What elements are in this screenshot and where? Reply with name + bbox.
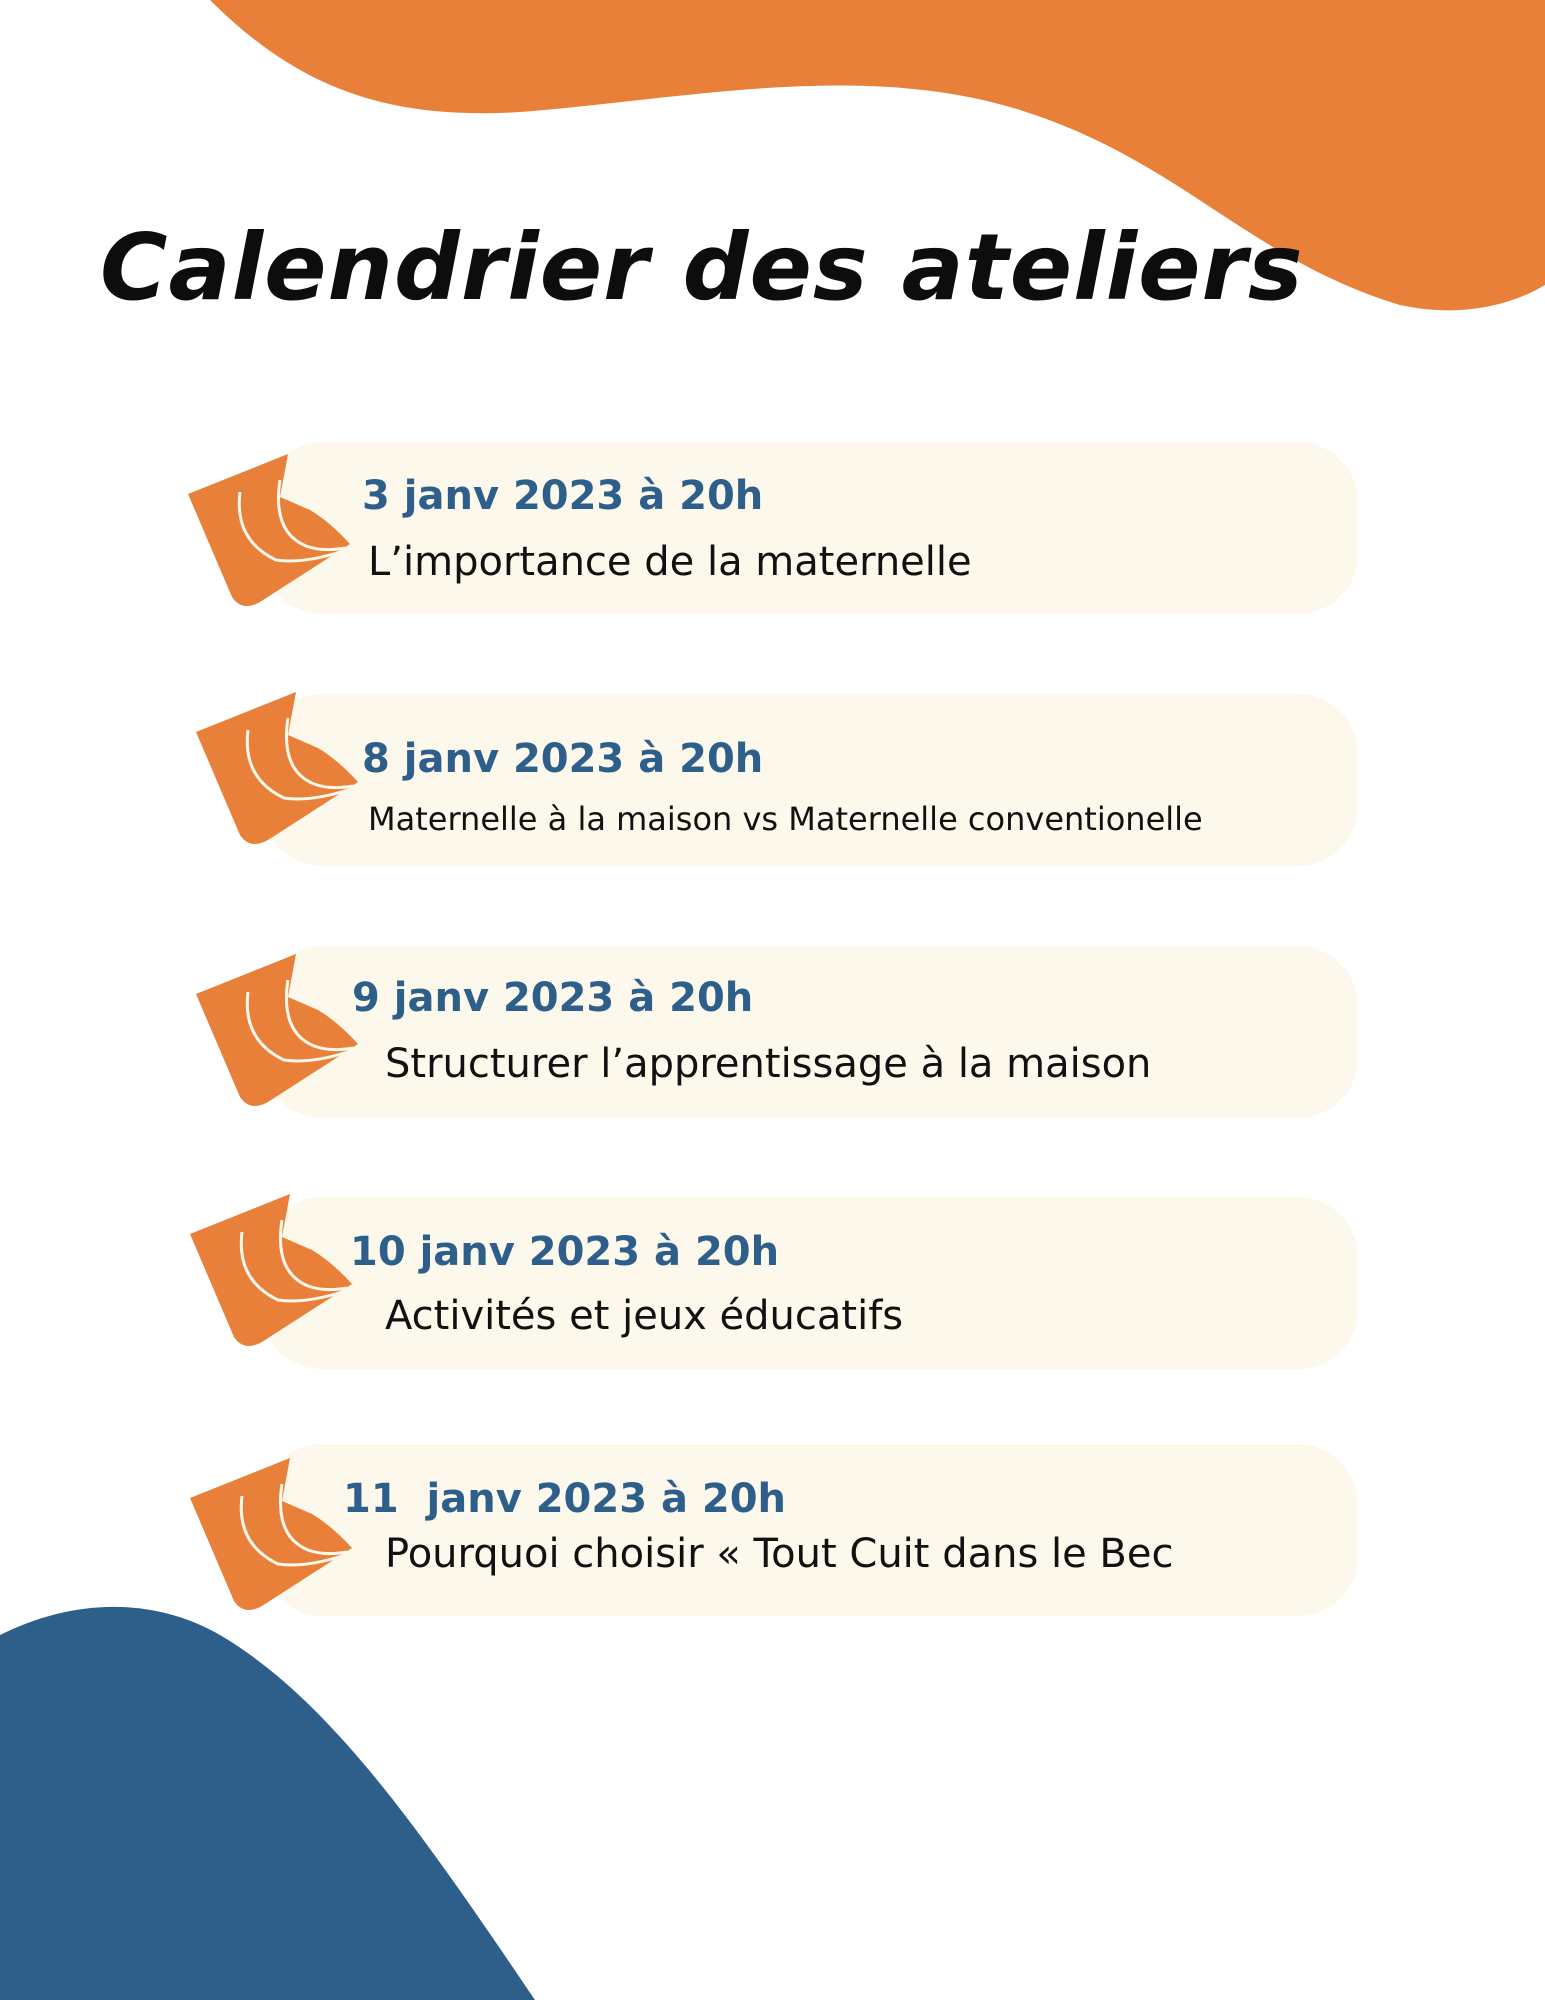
workshop-card: [262, 442, 1358, 614]
workshop-topic: Activités et jeux éducatifs: [385, 1293, 904, 1339]
workshop-date: 10 janv 2023 à 20h: [350, 1229, 780, 1275]
duck-foot-icon: [188, 952, 360, 1112]
workshop-date: 3 janv 2023 à 20h: [362, 473, 764, 519]
workshop-date: 11 janv 2023 à 20h: [343, 1476, 787, 1522]
workshop-topic: L’importance de la maternelle: [368, 539, 972, 585]
duck-foot-icon: [182, 1456, 354, 1616]
workshop-card: [262, 946, 1358, 1118]
workshop-date: 9 janv 2023 à 20h: [352, 975, 754, 1021]
page-title: Calendrier des ateliers: [100, 214, 1304, 321]
workshop-card: [262, 1444, 1358, 1616]
blue-blob-shape: [0, 1590, 560, 2000]
workshop-card: [262, 1197, 1358, 1369]
duck-foot-icon: [182, 1192, 354, 1352]
workshop-date: 8 janv 2023 à 20h: [362, 736, 764, 782]
duck-foot-icon: [180, 452, 352, 612]
workshop-topic: Pourquoi choisir « Tout Cuit dans le Bec: [385, 1531, 1174, 1577]
workshop-topic: Maternelle à la maison vs Maternelle conventionelle: [368, 800, 1203, 838]
workshop-topic: Structurer l’apprentissage à la maison: [385, 1041, 1152, 1087]
duck-foot-icon: [188, 690, 360, 850]
